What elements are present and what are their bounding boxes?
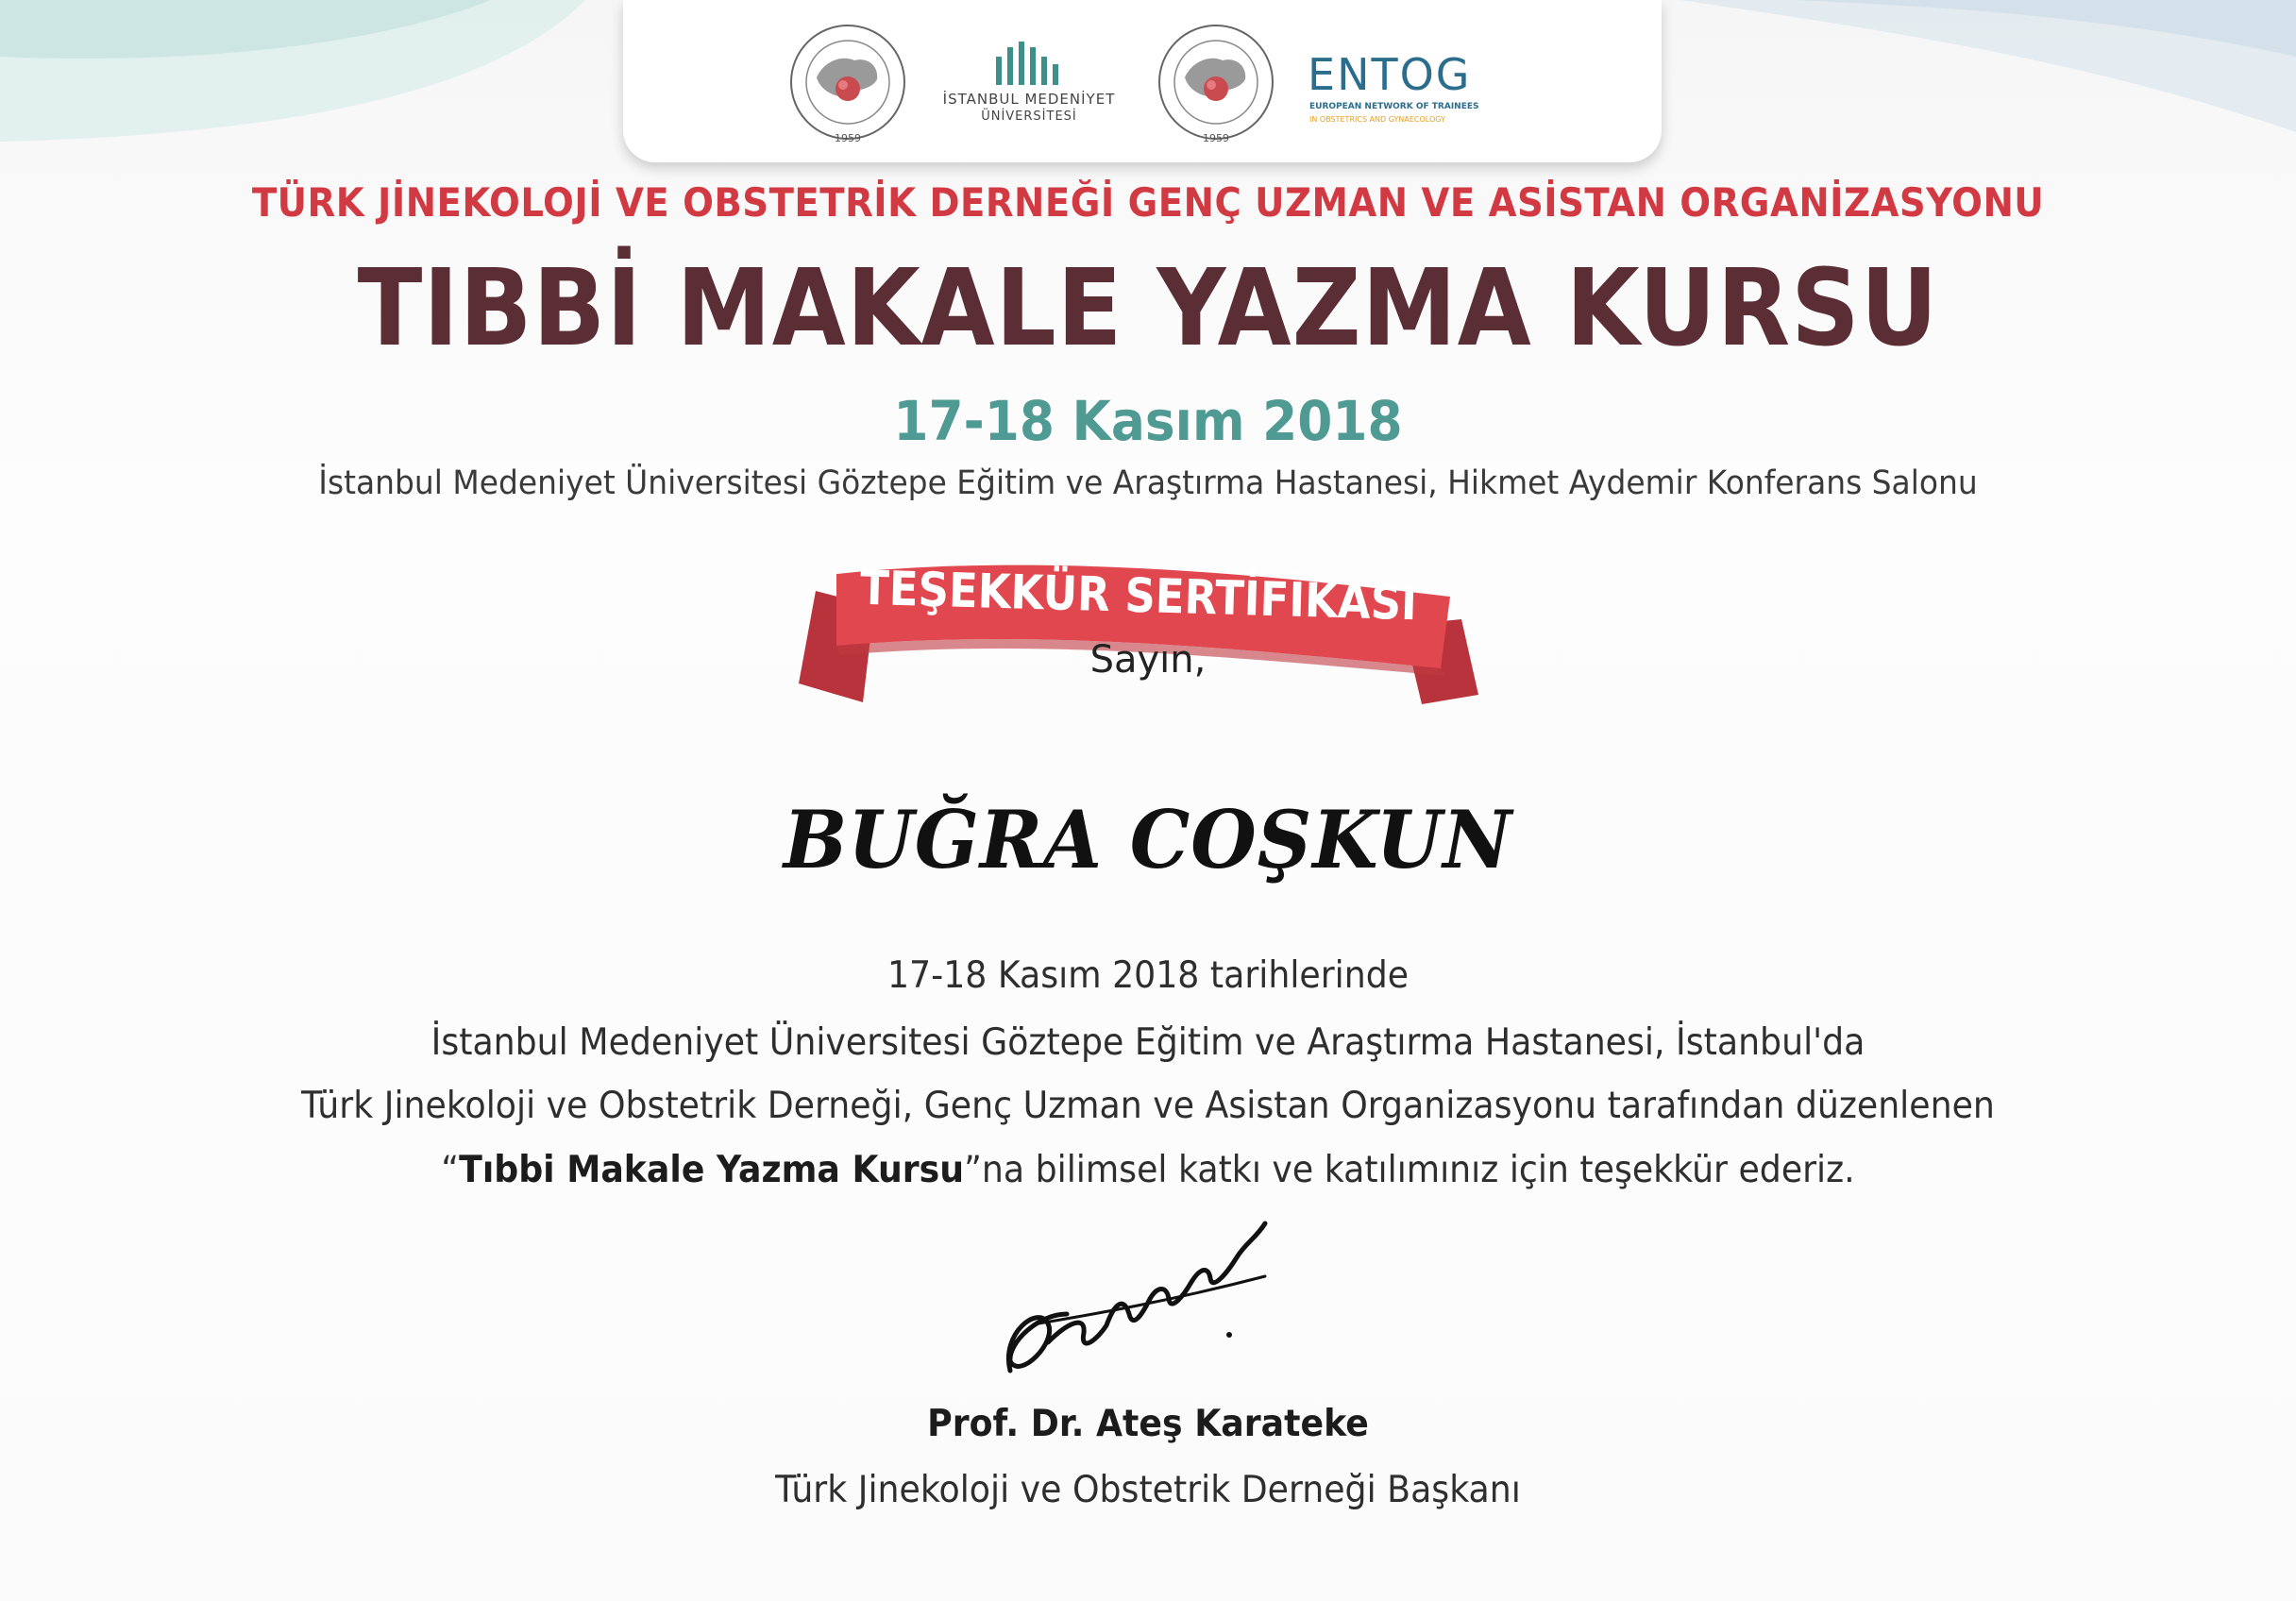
tjod-seal-icon	[788, 23, 907, 142]
university-name-line1: İSTANBUL MEDENİYET	[942, 91, 1116, 108]
recipient-name: BUĞRA COŞKUN	[783, 793, 1513, 886]
ribbon-label: TEŞEKKÜR SERTİFİKASI	[859, 560, 1418, 632]
course-date: 17-18 Kasım 2018	[893, 389, 1403, 453]
course-title: TIBBİ MAKALE YAZMA KURSU	[357, 247, 1939, 370]
organization-title: TÜRK JİNEKOLOJİ VE OBSTETRİK DERNEĞİ GENÇ UZMAN VE ASİSTAN ORGANİZASYONU	[251, 179, 2045, 226]
body-line-1: 17-18 Kasım 2018 tarihlerinde	[886, 954, 1410, 997]
body-line-2: İstanbul Medeniyet Üniversitesi Göztepe Eğitim ve Araştırma Hastanesi, İstanbul'da	[430, 1021, 1866, 1064]
university-building-icon	[977, 38, 1079, 87]
entog-tagline-2: IN OBSTETRICS AND GYNAECOLOGY	[1309, 115, 1445, 124]
signature	[982, 1201, 1322, 1390]
course-reference: Tıbbi Makale Yazma Kursu	[459, 1149, 965, 1191]
signer-title: Türk Jinekoloji ve Obstetrik Derneği Başkanı	[775, 1469, 1521, 1511]
body-line-4-rest: ”na bilimsel katkı ve katılımınız için teşekkür ederiz.	[964, 1149, 1855, 1191]
body-line-3: Türk Jinekoloji ve Obstetrik Derneği, Genç Uzman ve Asistan Organizasyonu tarafından düzenlenen	[301, 1085, 1995, 1127]
open-quote: “	[441, 1149, 460, 1191]
logo-panel	[623, 0, 1662, 162]
university-name-line2: ÜNİVERSİTESİ	[981, 110, 1077, 124]
tjod-seal-icon-right	[1156, 23, 1275, 142]
entog-logo-icon: ENTOG	[1308, 49, 1472, 100]
venue: İstanbul Medeniyet Üniversitesi Göztepe Eğitim ve Araştırma Hastanesi, Hikmet Aydemir Konferans Salonu	[318, 464, 1978, 502]
body-line-4	[80, 1149, 2216, 1191]
signer-name: Prof. Dr. Ateş Karateke	[927, 1403, 1369, 1445]
salutation: Sayın,	[1089, 638, 1207, 682]
entog-tagline: EUROPEAN NETWORK OF TRAINEES	[1309, 102, 1479, 111]
seal-left-year: 1959	[835, 132, 861, 144]
seal-right-year: 1959	[1203, 132, 1229, 144]
